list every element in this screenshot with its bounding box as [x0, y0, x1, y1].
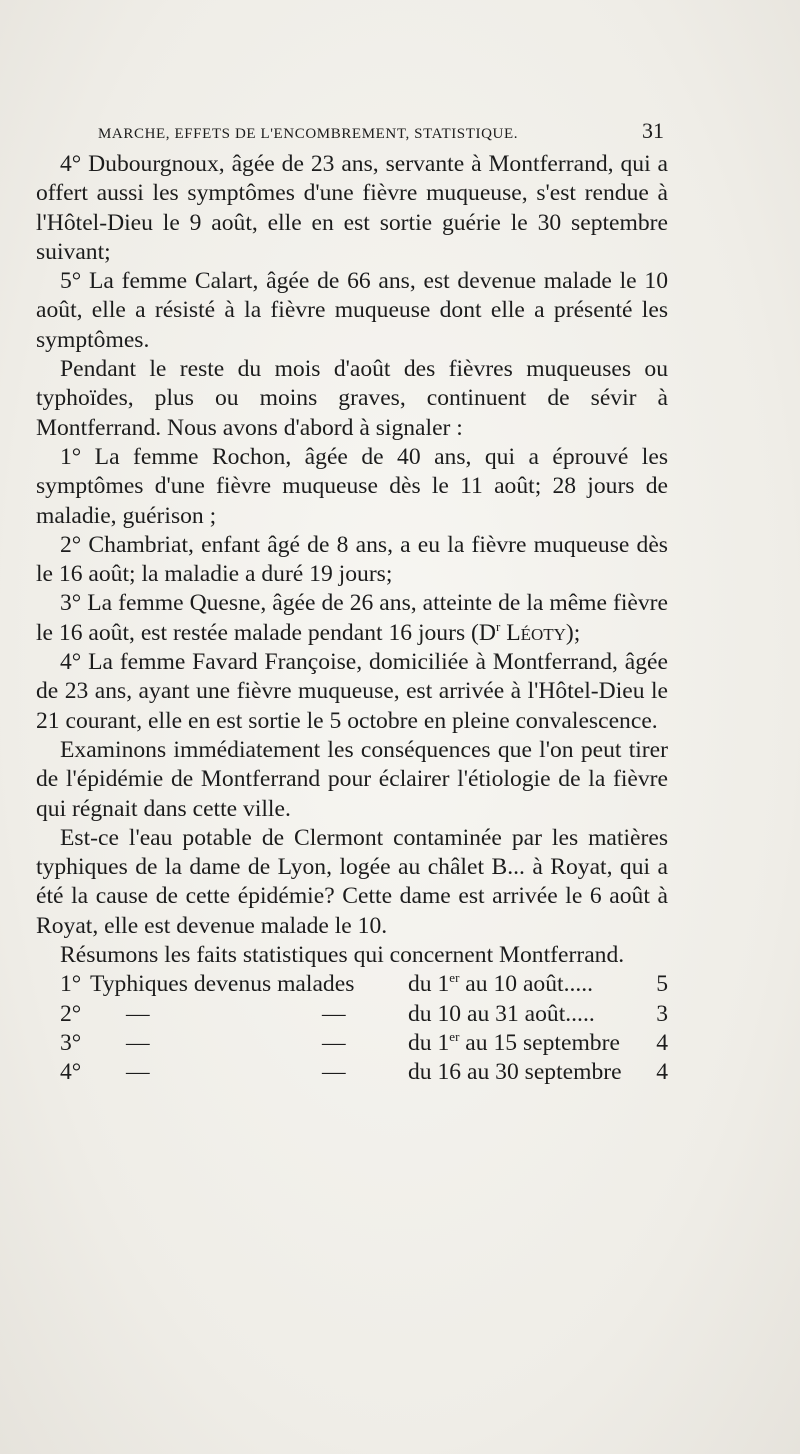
stat-label: Typhiques devenus malades	[90, 971, 355, 998]
superscript: r	[495, 618, 501, 634]
stat-row	[36, 970, 668, 999]
stat-row	[36, 1058, 668, 1087]
stat-range: du 10 au 31 août.....	[408, 1000, 595, 1027]
page-header	[98, 118, 664, 152]
paragraph-text: );	[565, 619, 581, 646]
stat-number: 2°	[60, 1000, 82, 1027]
paragraph: 4° La femme Favard Françoise, domiciliée à Montferrand, âgée de 23 ans, ayant une fièvre muqueuse, est arrivée à l'Hôtel-Dieu le 21 courant, elle en est sortie le 5 octobre en pleine convalescence.	[36, 649, 668, 734]
page-number: 31	[642, 118, 664, 143]
stat-count: 5	[656, 971, 668, 998]
running-title: MARCHE, EFFETS DE L'ENCOMBREMENT, STATISTIQUE.	[98, 126, 519, 142]
ditto-mark: —	[322, 1029, 346, 1056]
doctor-name: Léoty	[506, 619, 566, 646]
stat-number: 4°	[60, 1059, 82, 1086]
stat-range: du 16 au 30 septembre	[408, 1059, 622, 1086]
paragraph: Résumons les faits statistiques qui concernent Montferrand.	[60, 942, 625, 969]
paragraph: Pendant le reste du mois d'août des fièvres muqueuses ou typhoïdes, plus ou moins graves, continuent de sévir à Montferrand. Nous avons d'abord à signaler :	[36, 356, 668, 441]
ditto-mark: —	[126, 1000, 150, 1027]
stat-count: 4	[656, 1029, 668, 1056]
paragraph: 1° La femme Rochon, âgée de 40 ans, qui a éprouvé les symptômes d'une fièvre muqueuse dès le 11 août; 28 jours de maladie, guérison ;	[36, 443, 668, 529]
paragraph: Est-ce l'eau potable de Clermont contaminée par les matières typhiques de la dame de Lyon, logée au châlet B... à Royat, qui a été la cause de cette épidémie? Cette dame est arrivée le 6 août à Royat, elle est devenue malade le 10.	[36, 824, 668, 939]
paragraph	[36, 589, 668, 648]
paragraph: 5° La femme Calart, âgée de 66 ans, est devenue malade le 10 août, elle a résisté à la fièvre muqueuse dont elle a présenté les symptômes.	[36, 268, 668, 353]
paragraph: 2° Chambriat, enfant âgé de 8 ans, a eu la fièvre muqueuse dès le 16 août; la maladie a duré 19 jours;	[36, 531, 668, 588]
paragraph-text: 3° La femme Quesne, âgée de 26 ans, atteinte de la même fièvre le 16 août, est restée malade pendant 16 jours (D	[36, 590, 668, 646]
body-text	[36, 150, 668, 1088]
stat-number: 1°	[60, 971, 82, 998]
stat-row	[36, 1000, 668, 1029]
stat-count: 3	[656, 1000, 668, 1027]
stat-range: du 1er au 10 août.....	[408, 970, 594, 998]
stat-row	[36, 1029, 668, 1058]
paragraph: Examinons immédiatement les conséquences que l'on peut tirer de l'épidémie de Montferrand pour éclairer l'étiologie de la fièvre qui régnait dans cette ville.	[36, 736, 668, 822]
paragraph: 4° Dubourgnoux, âgée de 23 ans, servante à Montferrand, qui a offert aussi les symptômes d'une fièvre muqueuse, s'est rendue à l'Hôtel-Dieu le 9 août, elle en est sortie guérie le 30 septembre suivant;	[36, 151, 668, 265]
stat-number: 3°	[60, 1029, 82, 1056]
ditto-mark: —	[126, 1059, 150, 1086]
ditto-mark: —	[322, 1059, 346, 1086]
ditto-mark: —	[322, 1000, 346, 1027]
stat-range: du 1er au 15 septembre	[408, 1029, 620, 1056]
stat-count: 4	[656, 1059, 668, 1086]
ditto-mark: —	[126, 1029, 150, 1056]
